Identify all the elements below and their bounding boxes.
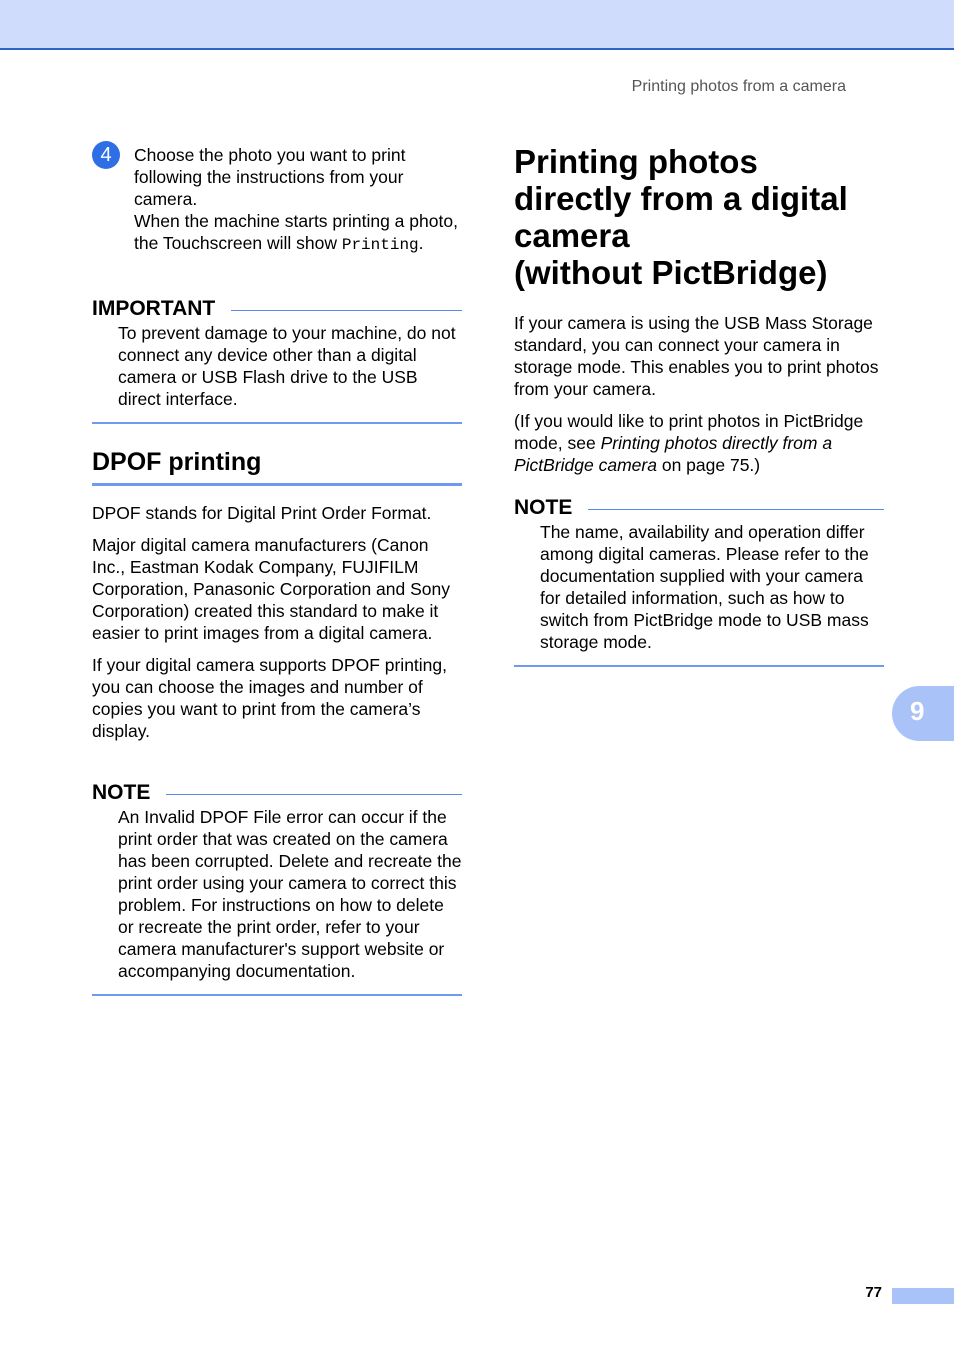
dpof-p3: If your digital camera supports DPOF printing, you can choose the images and number of copies you want to print from the camera’s display. [92, 655, 448, 741]
p2-post: on page 75.) [656, 455, 761, 475]
note-left-label: NOTE [92, 781, 166, 804]
note-right-header [514, 495, 884, 521]
step-line-2 [134, 210, 464, 256]
note-right-label: NOTE [514, 496, 588, 519]
dpof-p1: DPOF stands for Digital Print Order Format. [92, 503, 432, 523]
note-left-body: An Invalid DPOF File error can occur if the print order that was created on the camera has been corrupted. Delete and recreate the print order using your camera to correct this problem. For instructions on how to delete or recreate the print order, refer to your camera manufacturer's support website or accompanying documentation. [118, 807, 462, 981]
heading-line-3: camera [514, 217, 630, 254]
important-body: To prevent damage to your machine, do not connect any device other than a digital camera or USB Flash drive to the USB direct interface. [118, 323, 456, 409]
running-title: Printing photos from a camera [631, 78, 846, 95]
page-number: 77 [865, 1284, 882, 1301]
pictbridge-crossref-link[interactable]: Printing photos directly from a PictBridge camera [514, 433, 833, 475]
heading-line-2: directly from a digital [514, 180, 848, 217]
header-band [0, 0, 954, 50]
step-line-2-end: . [418, 233, 424, 253]
display-text: Printing [341, 236, 419, 254]
important-box [92, 296, 462, 424]
heading-line-1: Printing photos [514, 143, 758, 180]
heading-line-4: (without PictBridge) [514, 254, 828, 291]
pictbridge-p2 [514, 410, 884, 476]
important-bottom-rule [92, 422, 462, 424]
dpof-p2: Major digital camera manufacturers (Canon Inc., Eastman Kodak Company, FUJIFILM Corporation, Panasonic Corporation and Sony Corporation) created this standard to make it easier to print images from a digital camera. [92, 535, 450, 643]
step-line-2-text: When the machine starts printing a photo, the Touchscreen will show [134, 211, 458, 253]
dpof-section [92, 447, 462, 742]
step-line-1: Choose the photo you want to print following the instructions from your camera. [134, 145, 406, 209]
step-text [134, 144, 464, 256]
note-left-box [92, 780, 462, 996]
pictbridge-heading [514, 143, 884, 291]
note-left-bottom-rule [92, 994, 462, 996]
chapter-number: 9 [910, 696, 925, 726]
note-left-header [92, 780, 462, 806]
p2-pre: (If you would like to print photos in PictBridge mode, see [514, 411, 864, 453]
pictbridge-p1: If your camera is using the USB Mass Storage standard, you can connect your camera in storage mode. This enables you to print photos from your camera. [514, 313, 879, 399]
important-label: IMPORTANT [92, 297, 231, 320]
note-right-body: The name, availability and operation differ among digital cameras. Please refer to the documentation supplied with your camera for detailed information, such as how to switch from PictBridge mode to USB mass storage mode. [540, 522, 869, 652]
note-right-box [514, 495, 884, 667]
note-right-bottom-rule [514, 665, 884, 667]
step-number-badge: 4 [92, 141, 120, 169]
chapter-tab [892, 686, 954, 741]
pictbridge-section [514, 143, 884, 476]
dpof-heading: DPOF printing [92, 447, 462, 486]
important-header [92, 296, 462, 322]
page-number-bar [892, 1288, 954, 1304]
